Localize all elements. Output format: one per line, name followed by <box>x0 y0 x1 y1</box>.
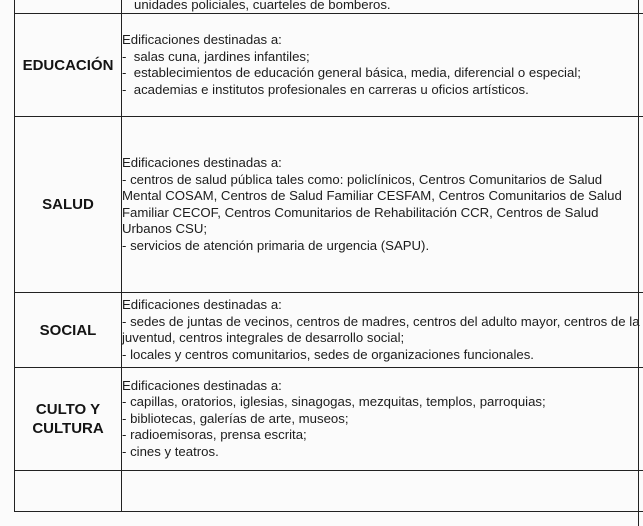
description-cell <box>122 0 643 14</box>
description-intro: Edificaciones destinadas a: <box>122 32 282 47</box>
description-intro: Edificaciones destinadas a: <box>122 377 282 393</box>
category-line: CULTURA <box>32 420 104 437</box>
category-cell: SALUD <box>15 117 122 293</box>
category-cell: SOCIAL <box>15 293 122 368</box>
list-item: - centros de salud pública tales como: policlínicos, Centros Comunitarios de Salud Mental COSAM, Centros de Salud Familiar CESFAM, Centros Comunitarios de Salud Familiar CECOF, Centros Comunitarios de Rehabilitación CCR, Centros de Salud Urbanos CSU; <box>122 171 622 236</box>
table-row <box>15 0 643 14</box>
category-line: CULTO Y <box>35 401 101 418</box>
list-item: - locales y centros comunitarios, sedes de organizaciones funcionales. <box>122 346 534 362</box>
list-item: - academias e institutos profesionales en carreras u oficios artísticos. <box>122 81 529 97</box>
list-item: - sedes de juntas de vecinos, centros de madres, centros del adulto mayor, centros de la juventud, centros integrales de desarrollo social; <box>122 313 640 345</box>
list-item: - capillas, oratorios, iglesias, sinagogas, mezquitas, templos, parroquias; <box>122 394 546 410</box>
table-row <box>15 293 643 368</box>
list-item: - servicios de atención primaria de urgencia (SAPU). <box>122 237 430 253</box>
category-cell <box>15 368 122 471</box>
list-item: - cines y teatros. <box>122 443 219 459</box>
table-row <box>15 368 643 471</box>
list-item: - radioemisoras, prensa escrita; <box>122 427 307 443</box>
category-cell <box>15 0 122 14</box>
category-cell <box>15 471 122 512</box>
category-cell: EDUCACIÓN <box>15 14 122 117</box>
list-item: - establecimientos de educación general básica, media, diferencial o especial; <box>122 65 581 80</box>
description-cell <box>122 471 643 512</box>
table-row <box>15 117 643 293</box>
description-intro: Edificaciones destinadas a: <box>122 155 282 170</box>
description-cell <box>122 293 643 368</box>
description-intro: Edificaciones destinadas a: <box>122 297 282 312</box>
list-item: - salas cuna, jardines infantiles; <box>122 48 310 64</box>
equipment-table <box>14 0 643 512</box>
list-item: - bibliotecas, galerías de arte, museos; <box>122 410 349 426</box>
description-cell <box>122 368 643 471</box>
description-cell <box>122 14 643 117</box>
fragment-text: unidades policiales, cuarteles de bomberos. <box>134 0 391 12</box>
description-cell <box>122 117 643 293</box>
table-row <box>15 14 643 117</box>
table-row <box>15 471 643 512</box>
right-table-edge <box>638 0 643 526</box>
